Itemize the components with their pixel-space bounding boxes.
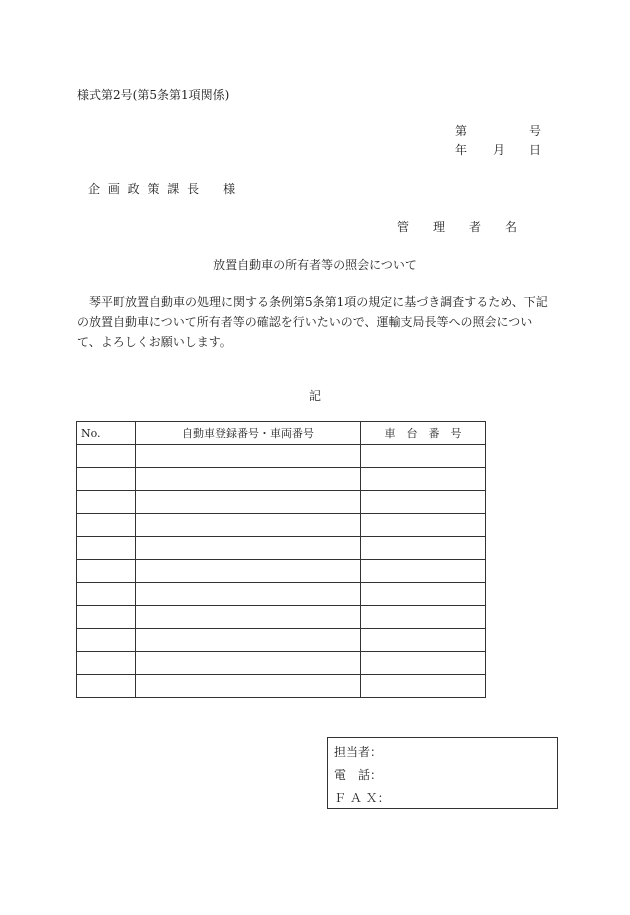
reference-date bbox=[455, 141, 541, 157]
cell-chassis-number[interactable] bbox=[361, 560, 486, 583]
recipient-title: 企 画 政 策 課 長 bbox=[88, 182, 202, 196]
header-registration-number: 自動車登録番号・車両番号 bbox=[136, 422, 361, 445]
contact-fax-label: Ｆ Ａ Ｘ： bbox=[334, 791, 390, 805]
table-row bbox=[77, 514, 486, 537]
body-text: 琴平町放置自動車の処理に関する条例第5条第1項の規定に基づき調査するため、下記の放置自動車について所有者等の確認を行いたいので、運輸支局長等への照会について、よろしくお願いします。 bbox=[77, 295, 548, 349]
cell-no[interactable] bbox=[77, 560, 136, 583]
recipient-honorific: 様 bbox=[223, 182, 238, 196]
reference-number-prefix: 第 bbox=[455, 124, 468, 138]
cell-no[interactable] bbox=[77, 606, 136, 629]
cell-no[interactable] bbox=[77, 445, 136, 468]
cell-chassis-number[interactable] bbox=[361, 675, 486, 698]
date-month-label: 月 bbox=[493, 143, 506, 157]
ki-mark: 記 bbox=[308, 389, 321, 403]
cell-chassis-number[interactable] bbox=[361, 468, 486, 491]
administrator-name: 管 理 者 名 bbox=[397, 220, 518, 234]
recipient bbox=[88, 180, 237, 197]
cell-no[interactable] bbox=[77, 514, 136, 537]
cell-registration-number[interactable] bbox=[136, 675, 361, 698]
contact-phone-label: 電 話： bbox=[334, 768, 383, 782]
cell-chassis-number[interactable] bbox=[361, 629, 486, 652]
cell-registration-number[interactable] bbox=[136, 629, 361, 652]
reference-number-suffix: 号 bbox=[529, 124, 542, 138]
cell-registration-number[interactable] bbox=[136, 537, 361, 560]
cell-no[interactable] bbox=[77, 491, 136, 514]
cell-registration-number[interactable] bbox=[136, 560, 361, 583]
cell-chassis-number[interactable] bbox=[361, 514, 486, 537]
cell-registration-number[interactable] bbox=[136, 606, 361, 629]
cell-no[interactable] bbox=[77, 629, 136, 652]
cell-registration-number[interactable] bbox=[136, 468, 361, 491]
cell-registration-number[interactable] bbox=[136, 652, 361, 675]
cell-chassis-number[interactable] bbox=[361, 445, 486, 468]
cell-no[interactable] bbox=[77, 583, 136, 606]
cell-chassis-number[interactable] bbox=[361, 606, 486, 629]
cell-chassis-number[interactable] bbox=[361, 583, 486, 606]
table-row bbox=[77, 629, 486, 652]
table-header-row bbox=[77, 422, 486, 445]
cell-registration-number[interactable] bbox=[136, 583, 361, 606]
table-row bbox=[77, 583, 486, 606]
cell-chassis-number[interactable] bbox=[361, 537, 486, 560]
table-row bbox=[77, 675, 486, 698]
cell-no[interactable] bbox=[77, 468, 136, 491]
cell-no[interactable] bbox=[77, 675, 136, 698]
table-body bbox=[77, 445, 486, 698]
header-chassis-number: 車 台 番 号 bbox=[361, 422, 486, 445]
cell-chassis-number[interactable] bbox=[361, 491, 486, 514]
cell-chassis-number[interactable] bbox=[361, 652, 486, 675]
form-number: 様式第2号(第5条第1項関係) bbox=[77, 88, 230, 102]
date-year-label: 年 bbox=[455, 143, 468, 157]
header-no: No. bbox=[77, 422, 136, 445]
table-row bbox=[77, 652, 486, 675]
table-row bbox=[77, 491, 486, 514]
contact-person-label: 担当者： bbox=[334, 745, 383, 759]
cell-registration-number[interactable] bbox=[136, 491, 361, 514]
contact-box bbox=[327, 737, 558, 809]
cell-no[interactable] bbox=[77, 652, 136, 675]
table-row bbox=[77, 560, 486, 583]
table-row bbox=[77, 445, 486, 468]
cell-no[interactable] bbox=[77, 537, 136, 560]
cell-registration-number[interactable] bbox=[136, 445, 361, 468]
table-row bbox=[77, 537, 486, 560]
table-row bbox=[77, 468, 486, 491]
document-subject: 放置自動車の所有者等の照会について bbox=[213, 258, 417, 272]
date-day-label: 日 bbox=[529, 143, 542, 157]
vehicle-table bbox=[76, 421, 486, 698]
table-row bbox=[77, 606, 486, 629]
reference-number bbox=[455, 122, 541, 138]
cell-registration-number[interactable] bbox=[136, 514, 361, 537]
